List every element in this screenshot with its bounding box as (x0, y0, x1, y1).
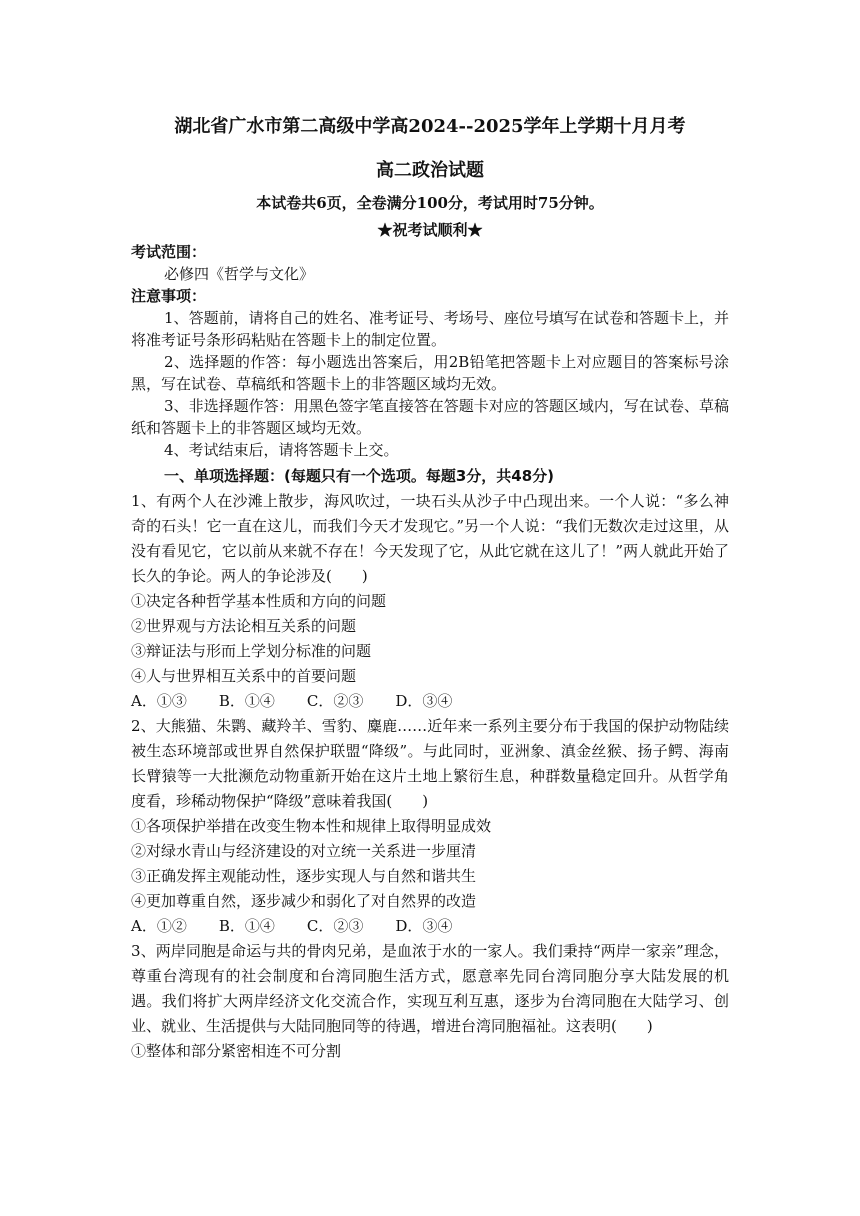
exam-wish: ★祝考试顺利★ (377, 221, 483, 239)
note-item-4: 4、考试结束后，请将答题卡上交。 (164, 441, 399, 459)
question-stem: 2、大熊猫、朱鹮、藏羚羊、雪豹、麋鹿……近年来一系列主要分布于我国的保护动物陆续被生态环境部或世界自然保护联盟“降级”。与此同时，亚洲象、滇金丝猴、扬子鳄、海南长臂猿等一大批濒危动物重新开始在这片土地上繁衍生息，种群数量稳定回升。从哲学角度看，珍稀动物保护“降级”意味着我国( ) (131, 717, 729, 810)
question-option: ④更加尊重自然，逐步减少和弱化了对自然界的改造 (131, 892, 477, 910)
question-1 (131, 489, 729, 714)
choice-a: A．①③ (131, 692, 187, 710)
question-stem: 3、两岸同胞是命运与共的骨肉兄弟，是血浓于水的一家人。我们秉持“两岸一家亲”理念，尊重台湾现有的社会制度和台湾同胞生活方式，愿意率先同台湾同胞分享大陆发展的机遇。我们将扩大两岸经济文化交流合作，实现互利互惠，逐步为台湾同胞在大陆学习、创业、就业、生活提供与大陆同胞同等的待遇，增进台湾同胞福祉。这表明( ) (131, 942, 729, 1035)
exam-subtitle: 高二政治试题 (376, 160, 484, 181)
note-item-1: 1、答题前，请将自己的姓名、准考证号、考场号、座位号填写在试卷和答题卡上，并将准考证号条形码粘贴在答题卡上的制定位置。 (131, 309, 729, 349)
question-option: ③正确发挥主观能动性，逐步实现人与自然和谐共生 (131, 867, 477, 885)
scope-value: 必修四《哲学与文化》 (164, 265, 315, 283)
answer-choices (131, 914, 729, 939)
choice-d: D．③④ (395, 917, 453, 935)
choice-d: D．③④ (395, 692, 453, 710)
question-3 (131, 939, 729, 1064)
question-option: ②对绿水青山与经济建设的对立统一关系进一步厘清 (131, 842, 477, 860)
choice-c: C．②③ (306, 917, 364, 935)
choice-c: C．②③ (306, 692, 364, 710)
question-option: ②世界观与方法论相互关系的问题 (131, 617, 357, 635)
question-stem: 1、有两个人在沙滩上散步，海风吹过，一块石头从沙子中凸现出来。一个人说：“多么神奇的石头！它一直在这儿，而我们今天才发现它。”另一个人说：“我们无数次走过这里，从没有看见它，它以前从来就不存在！今天发现了它，从此它就在这儿了！”两人就此开始了长久的争论。两人的争论涉及( ) (131, 492, 729, 585)
choice-a: A．①② (131, 917, 187, 935)
answer-choices (131, 689, 729, 714)
question-option: ①决定各种哲学基本性质和方向的问题 (131, 592, 387, 610)
question-option: ③辩证法与形而上学划分标准的问题 (131, 642, 372, 660)
choice-b: B．①④ (218, 917, 275, 935)
notes-label: 注意事项： (131, 287, 207, 305)
choice-b: B．①④ (218, 692, 275, 710)
question-option: ④人与世界相互关系中的首要问题 (131, 667, 357, 685)
question-option: ①整体和部分紧密相连不可分割 (131, 1042, 342, 1060)
question-2 (131, 714, 729, 939)
question-option: ①各项保护举措在改变生物本性和规律上取得明显成效 (131, 817, 492, 835)
note-item-3: 3、非选择题作答：用黑色签字笔直接答在答题卡对应的答题区域内，写在试卷、草稿纸和答题卡上的非答题区域均无效。 (131, 397, 729, 437)
exam-content (131, 112, 729, 1064)
section-title: 一、单项选择题：(每题只有一个选项。每题3分，共48分) (164, 467, 555, 485)
scope-label: 考试范围： (131, 243, 207, 261)
exam-title: 湖北省广水市第二高级中学高2024--2025学年上学期十月月考 (174, 116, 686, 137)
exam-info: 本试卷共6页，全卷满分100分，考试用时75分钟。 (256, 194, 604, 212)
note-item-2: 2、选择题的作答：每小题选出答案后，用2B铅笔把答题卡上对应题目的答案标号涂黑，写在试卷、草稿纸和答题卡上的非答题区域均无效。 (131, 353, 729, 393)
